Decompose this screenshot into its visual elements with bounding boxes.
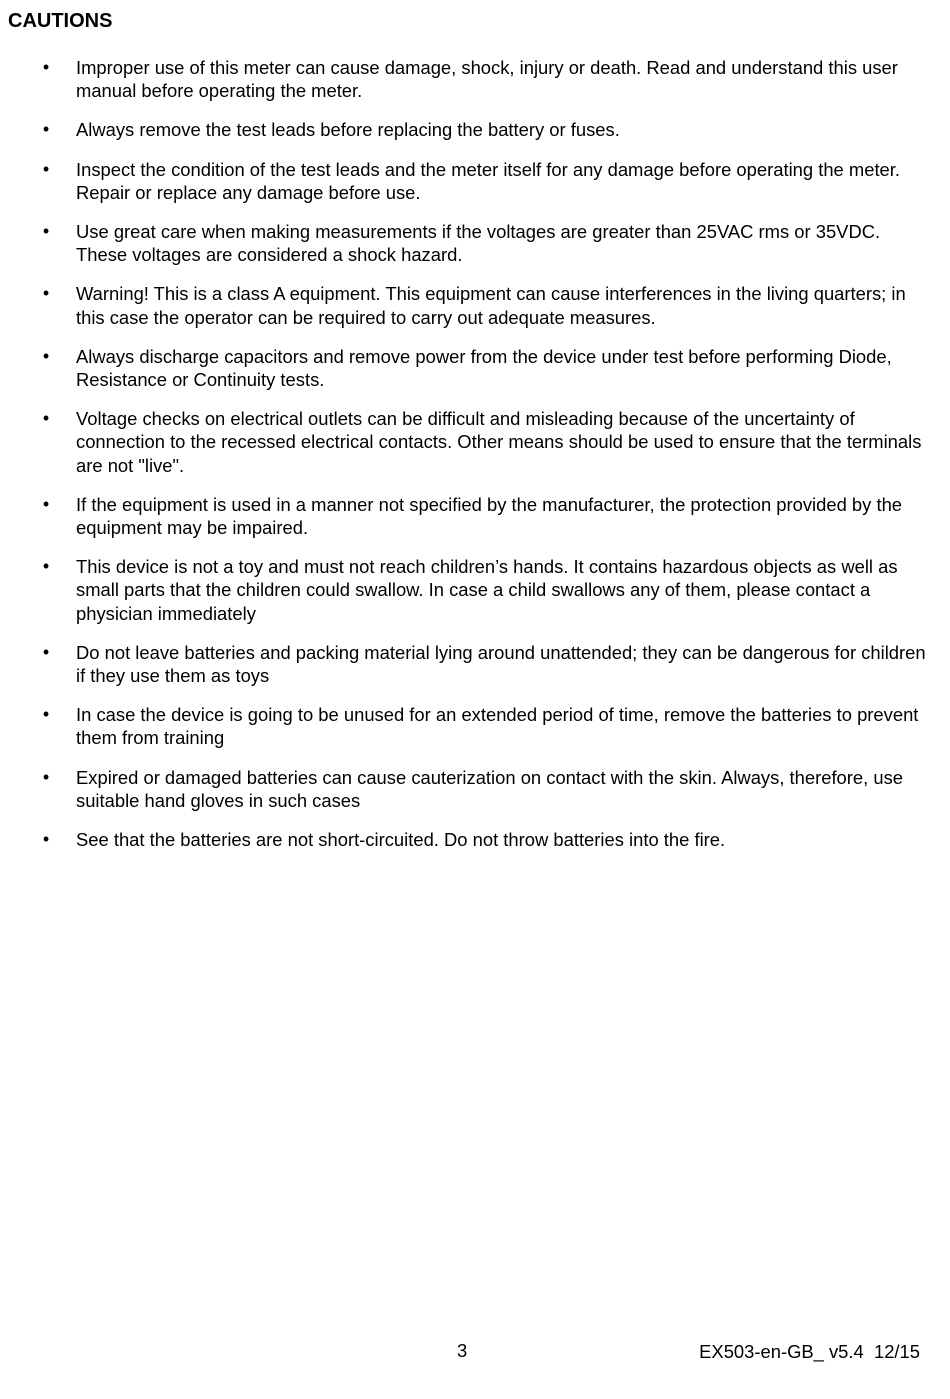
- caution-item: [0, 220, 950, 266]
- page-heading: CAUTIONS: [8, 10, 113, 32]
- caution-text: Expired or damaged batteries can cause cauterization on contact with the skin. Always, therefore, use suitable hand gloves in such cases: [76, 766, 904, 811]
- bullet-icon: •: [42, 283, 50, 304]
- caution-text: Warning! This is a class A equipment. This equipment can cause interferences in the living quarters; in this case the operator can be required to carry out adequate measures.: [76, 283, 906, 328]
- caution-text: See that the batteries are not short-circuited. Do not throw batteries into the fire.: [76, 829, 726, 851]
- bullet-icon: •: [42, 158, 50, 179]
- caution-text: In case the device is going to be unused for an extended period of time, remove the batteries to prevent them from training: [76, 704, 919, 749]
- bullet-icon: •: [42, 408, 50, 429]
- caution-item: [0, 407, 950, 477]
- bullet-icon: •: [42, 119, 50, 140]
- bullet-icon: •: [42, 493, 50, 514]
- caution-text: Always discharge capacitors and remove power from the device under test before performing Diode, Resistance or Continuity tests.: [76, 345, 892, 391]
- bullet-icon: •: [42, 641, 50, 662]
- caution-item: [0, 828, 950, 851]
- caution-text: Improper use of this meter can cause damage, shock, injury or death. Read and understand this user manual before operating the meter.: [76, 57, 898, 102]
- caution-item: [0, 56, 950, 102]
- document-id: EX503-en-GB_ v5.4 12/15: [699, 1341, 920, 1362]
- cautions-list: [0, 56, 950, 867]
- caution-item: [0, 345, 950, 391]
- caution-item: [0, 766, 950, 812]
- caution-text: This device is not a toy and must not reach children’s hands. It contains hazardous objects as well as small parts that the children could swallow. In case a child swallows any of them, please contact a physician immediately: [76, 556, 898, 624]
- bullet-icon: •: [42, 704, 50, 725]
- bullet-icon: •: [42, 57, 50, 77]
- bullet-icon: •: [42, 766, 50, 787]
- caution-item: [0, 703, 950, 749]
- caution-item: [0, 158, 950, 204]
- caution-item: [0, 282, 950, 328]
- caution-text: Voltage checks on electrical outlets can be difficult and misleading because of the uncertainty of connection to the recessed electrical contacts. Other means should be used to ensure that the terminals are not "live".: [76, 408, 922, 476]
- bullet-icon: •: [42, 829, 50, 850]
- caution-item: [0, 555, 950, 625]
- caution-item: [0, 641, 950, 687]
- bullet-icon: •: [42, 556, 50, 577]
- caution-text: If the equipment is used in a manner not specified by the manufacturer, the protection provided by the equipment may be impaired.: [76, 493, 903, 539]
- page-number: 3: [457, 1340, 468, 1361]
- caution-item: [0, 493, 950, 539]
- bullet-icon: •: [42, 221, 50, 242]
- caution-item: [0, 118, 950, 141]
- caution-text: Inspect the condition of the test leads and the meter itself for any damage before operating the meter. Repair or replace any damage before use.: [76, 158, 900, 203]
- caution-text: Do not leave batteries and packing material lying around unattended; they can be dangerous for children if they use them as toys: [76, 641, 926, 687]
- caution-text: Always remove the test leads before replacing the battery or fuses.: [76, 119, 620, 141]
- caution-text: Use great care when making measurements if the voltages are greater than 25VAC rms or 35VDC. These voltages are considered a shock hazard.: [76, 221, 881, 266]
- bullet-icon: •: [42, 345, 50, 366]
